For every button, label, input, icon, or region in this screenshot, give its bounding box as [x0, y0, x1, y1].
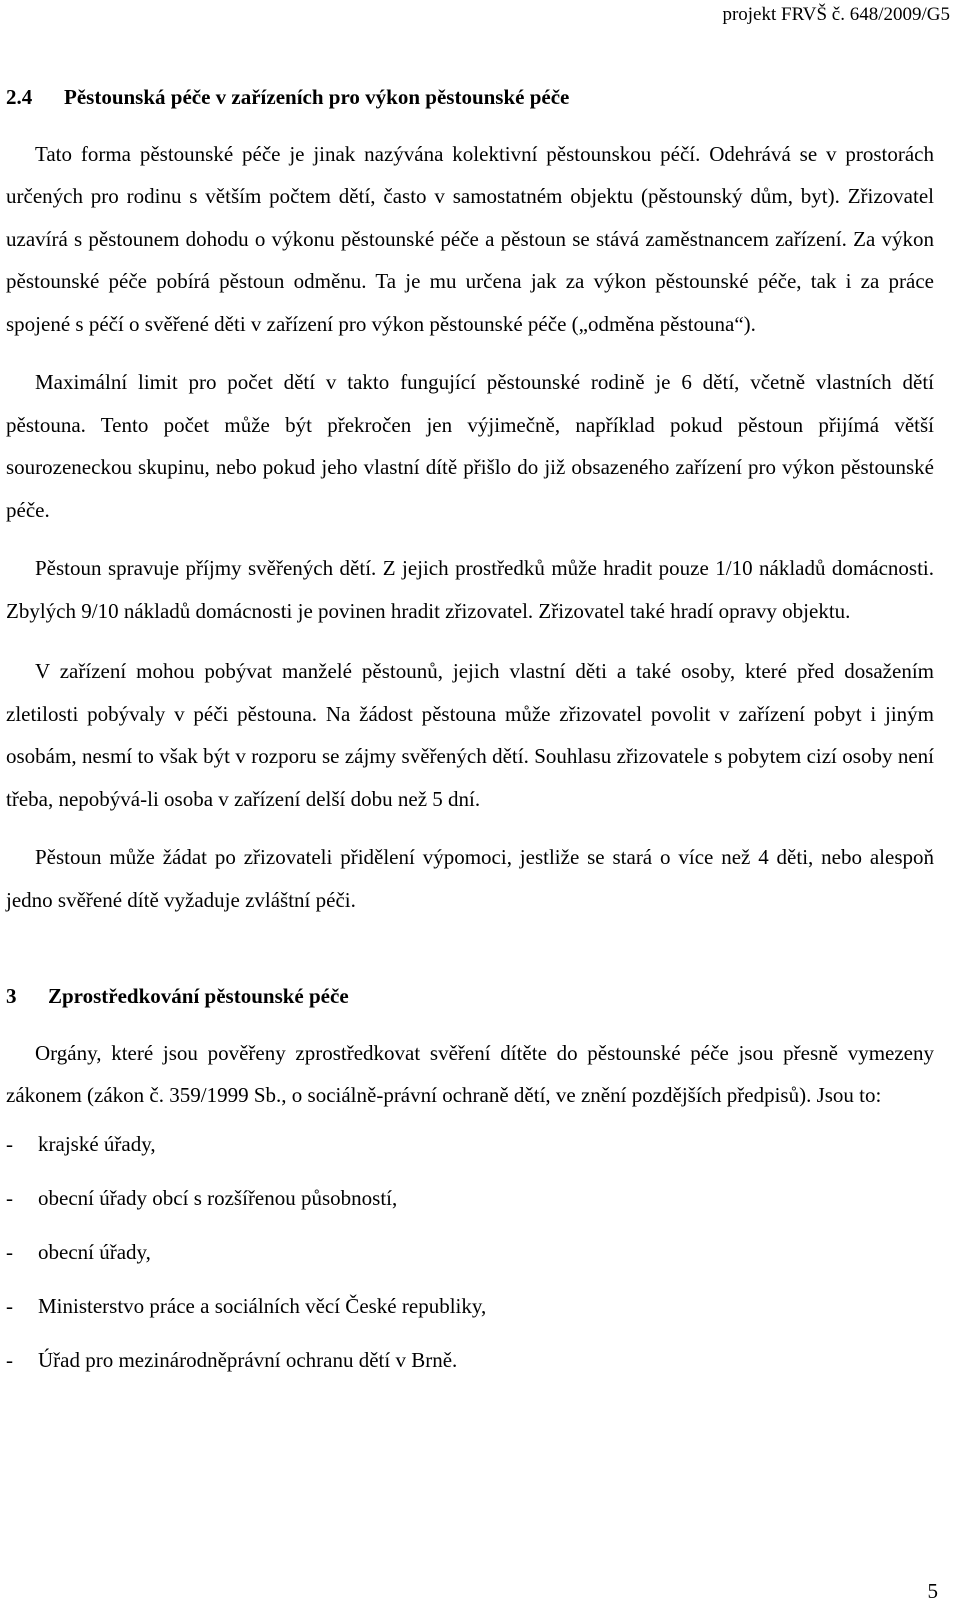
list-bullet: -	[6, 1185, 13, 1210]
paragraph: V zařízení mohou pobývat manželé pěstounů, jejich vlastní děti a také osoby, které před dosažením zletilosti pobývaly v péči pěstouna. Na žádost pěstouna může zřizovatel povolit v zařízení pobyt i jiným osobám, nesmí to však být v rozporu se zájmy svěřených dětí. Souhlasu zřizovatele s pobytem cizí osoby není třeba, nepobývá-li osoba v zařízení delší dobu než 5 dní.	[6, 659, 934, 811]
list-item	[6, 1117, 934, 1171]
authority-list	[6, 1117, 934, 1387]
list-item-text: Ministerstvo práce a sociálních věcí České republiky,	[38, 1293, 487, 1318]
paragraph: Pěstoun může žádat po zřizovateli přidělení výpomoci, jestliže se stará o více než 4 děti, nebo alespoň jedno svěřené dítě vyžaduje zvláštní péči.	[6, 845, 934, 912]
list-bullet: -	[6, 1293, 13, 1318]
list-bullet: -	[6, 1131, 13, 1156]
page-number: 5	[927, 1579, 938, 1603]
list-item	[6, 1171, 934, 1225]
project-id: projekt FRVŠ č. 648/2009/G5	[722, 4, 950, 25]
paragraph: Pěstoun spravuje příjmy svěřených dětí. Z jejich prostředků může hradit pouze 1/10 nákladů domácnosti. Zbylých 9/10 nákladů domácnosti je povinen hradit zřizovatel. Zřizovatel také hradí opravy objektu.	[6, 556, 934, 623]
section-title: Zprostředkování pěstounské péče	[48, 984, 349, 1008]
list-bullet: -	[6, 1239, 13, 1264]
section-number: 2.4	[6, 85, 33, 109]
document-body	[6, 76, 934, 1387]
list-item-text: obecní úřady,	[38, 1239, 151, 1264]
list-item	[6, 1279, 934, 1333]
section-heading-3	[6, 975, 934, 1018]
section-title: Pěstounská péče v zařízeních pro výkon pěstounské péče	[64, 85, 570, 109]
paragraph: Orgány, které jsou pověřeny zprostředkovat svěření dítěte do pěstounské péče jsou přesně vymezeny zákonem (zákon č. 359/1999 Sb., o sociálně-právní ochraně dětí, ve znění pozdějších předpisů). Jsou to:	[6, 1040, 934, 1107]
list-item-text: obecní úřady obcí s rozšířenou působností,	[38, 1185, 398, 1210]
list-item-text: Úřad pro mezinárodněprávní ochranu dětí v Brně.	[38, 1347, 458, 1372]
list-item	[6, 1333, 934, 1387]
paragraph: Tato forma pěstounské péče je jinak nazývána kolektivní pěstounskou péčí. Odehrává se v prostorách určených pro rodinu s větším počtem dětí, často v samostatném objektu (pěstounský dům, byt). Zřizovatel uzavírá s pěstounem dohodu o výkonu pěstounské péče a pěstoun se stává zaměstnancem zařízení. Za výkon pěstounské péče pobírá pěstoun odměnu. Ta je mu určena jak za výkon pěstounské péče, tak i za práce spojené s péčí o svěřené děti v zařízení pro výkon pěstounské péče („odměna pěstouna“).	[6, 141, 934, 336]
list-item-text: krajské úřady,	[38, 1131, 156, 1156]
section-heading-2-4	[6, 76, 934, 119]
section-number: 3	[6, 984, 17, 1008]
paragraph: Maximální limit pro počet dětí v takto fungující pěstounské rodině je 6 dětí, včetně vlastních dětí pěstouna. Tento počet může být překročen jen výjimečně, například pokud pěstoun přijímá větší sourozeneckou skupinu, nebo pokud jeho vlastní dítě přišlo do již obsazeného zařízení pro výkon pěstounské péče.	[6, 370, 934, 522]
list-bullet: -	[6, 1347, 13, 1372]
page-header	[722, 4, 950, 26]
list-item	[6, 1225, 934, 1279]
